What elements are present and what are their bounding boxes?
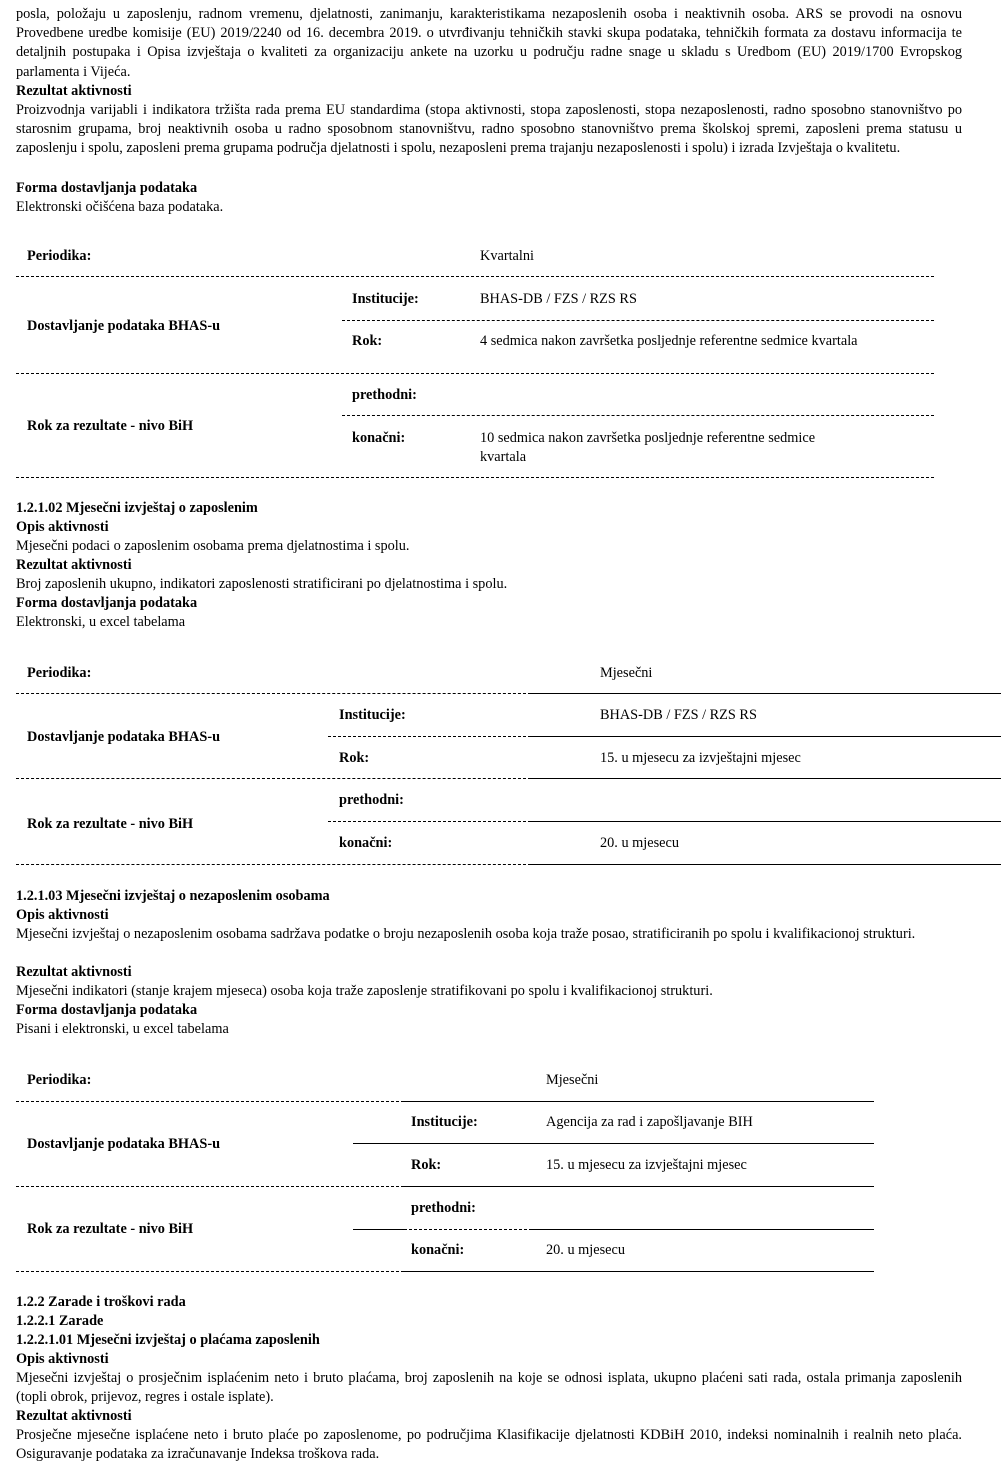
periodika-label: Periodika: — [27, 248, 92, 264]
opis-paragraph: Mjesečni izvještaj o prosječnim isplaćenim neto i bruto plaćama, broj zaposlenih na koje se odnosi isplata, ukupno plaćeni sati rada, ostala primanja zaposlenih (topli obrok, prijevoz, regres i ostale isplate). — [16, 1370, 962, 1406]
opis-heading: Opis aktivnosti — [16, 907, 109, 923]
periodika-label: Periodika: — [27, 1072, 92, 1088]
table-divider — [404, 1101, 874, 1102]
institucije-value: BHAS-DB / FZS / RZS RS — [600, 707, 757, 723]
prethodni-label: prethodni: — [339, 792, 404, 808]
result-heading: Rezultat aktivnosti — [16, 964, 132, 980]
section-title: 1.2.1.03 Mjesečni izvještaj o nezaposlenim osobama — [16, 888, 330, 904]
dostavljanje-label: Dostavljanje podataka BHAS-u — [27, 729, 221, 745]
table-divider — [404, 1271, 874, 1272]
institucije-label: Institucije: — [352, 291, 419, 307]
rok-rezultate-label: Rok za rezultate - nivo BiH — [27, 816, 194, 832]
subsection-title: 1.2.2.1 Zarade — [16, 1313, 104, 1329]
form-paragraph: Elektronski očišćena baza podataka. — [16, 199, 224, 215]
konacni-label: konačni: — [352, 430, 406, 446]
rok-rezultate-label: Rok za rezultate - nivo BiH — [27, 418, 194, 434]
periodika-value: Kvartalni — [480, 248, 534, 264]
table-divider — [342, 320, 934, 321]
table-divider — [531, 821, 1001, 822]
rok-label: Rok: — [352, 333, 383, 349]
institucije-value: BHAS-DB / FZS / RZS RS — [480, 291, 637, 307]
konacni-label: konačni: — [411, 1242, 465, 1258]
institucije-label: Institucije: — [411, 1114, 478, 1130]
table-divider — [328, 821, 531, 822]
table-divider — [531, 778, 1001, 779]
table-divider — [16, 276, 934, 277]
table-divider — [353, 1143, 874, 1144]
section-title: 1.2.1.02 Mjesečni izvještaj o zaposlenim — [16, 500, 258, 516]
konacni-value: 20. u mjesecu — [546, 1242, 626, 1258]
table-divider — [532, 1229, 874, 1230]
prethodni-label: prethodni: — [352, 387, 417, 403]
opis-heading: Opis aktivnosti — [16, 519, 109, 535]
item-title: 1.2.2.1.01 Mjesečni izvještaj o plaćama zaposlenih — [16, 1332, 320, 1348]
table-divider — [16, 1271, 404, 1272]
rok-label: Rok: — [339, 750, 370, 766]
table-divider — [16, 864, 531, 865]
form-heading: Forma dostavljanja podataka — [16, 595, 198, 611]
table-divider — [531, 693, 1001, 694]
prethodni-label: prethodni: — [411, 1200, 476, 1216]
dostavljanje-label: Dostavljanje podataka BHAS-u — [27, 1136, 221, 1152]
table-divider — [16, 1186, 404, 1187]
table-divider — [16, 477, 934, 478]
form-heading: Forma dostavljanja podataka — [16, 180, 198, 196]
table-divider — [16, 778, 531, 779]
table-divider — [16, 373, 934, 374]
result-paragraph: Proizvodnja varijabli i indikatora tržišta rada prema EU standardima (stopa aktivnosti, stopa zaposlenosti, stopa nezaposlenosti, radno sposobno stanovništvo po starosnim grupama, broj neaktivnih osoba u radno sposobnom stanovništvu, radno sposobno stanovništvo prema školskoj spremi, zaposleni prema statusu u zaposlenju i spolu, zaposleni prema grupama područja djelatnosti i spolu, nezaposleni prema trajanju nezaposlenosti i spolu) i izrada Izvještaja o kvalitetu. — [16, 102, 962, 157]
intro-paragraph: posla, položaju u zaposlenju, radnom vremenu, djelatnosti, zanimanju, karakteristikama nezaposlenih osoba i neaktivnih osoba. ARS se provodi na osnovu Provedbene uredbe komisije (EU) 2019/2240 od 16. decembra 2019. o utvrđivanju tehničkih stavki skupa podataka, tehničkih formata za dostavu informacija te detaljnih postupaka i Opisa izvještaja o kvaliteti za organizaciju ankete na uzorku u području radne snage u skladu s Uredbom (EU) 2019/1700 Evropskog parlamenta i Vijeća. — [16, 6, 962, 80]
table-divider — [404, 1186, 874, 1187]
result-paragraph: Mjesečni indikatori (stanje krajem mjeseca) osoba koja traže zaposlenje stratifikovani po spolu i kvalifikacionoj strukturi. — [16, 983, 713, 999]
table-divider — [16, 693, 531, 694]
result-paragraph: Prosječne mjesečne isplaćene neto i bruto plaće po zaposlenome, po područjima Klasifikacije djelatnosti KDBiH 2010, indeksi nominalnih i realnih neto plaća. Osiguravanje podataka za izračunavanje Indeksa troškova rada. — [16, 1427, 962, 1463]
periodika-value: Mjesečni — [600, 665, 653, 681]
result-paragraph: Broj zaposlenih ukupno, indikatori zaposlenosti stratificirani po djelatnostima i spolu. — [16, 576, 508, 592]
form-heading: Forma dostavljanja podataka — [16, 1002, 198, 1018]
institucije-label: Institucije: — [339, 707, 406, 723]
opis-paragraph: Mjesečni izvještaj o nezaposlenim osobama sadržava podatke o broju nezaposlenih osoba koja traže posao, stratificiranih po spolu i kvalifikacionoj strukturi. — [16, 926, 916, 942]
rok-value: 4 sedmica nakon završetka posljednje referentne sedmice kvartala — [480, 333, 858, 349]
periodika-label: Periodika: — [27, 665, 92, 681]
periodika-value: Mjesečni — [546, 1072, 599, 1088]
institucije-value: Agencija za rad i zapošljavanje BIH — [546, 1114, 753, 1130]
table-divider — [404, 1229, 532, 1230]
table-divider — [531, 736, 1001, 737]
table-divider — [328, 736, 531, 737]
result-heading: Rezultat aktivnosti — [16, 83, 132, 99]
konacni-label: konačni: — [339, 835, 393, 851]
table-divider — [342, 415, 934, 416]
form-paragraph: Elektronski, u excel tabelama — [16, 614, 186, 630]
result-heading: Rezultat aktivnosti — [16, 557, 132, 573]
opis-heading: Opis aktivnosti — [16, 1351, 109, 1367]
form-paragraph: Pisani i elektronski, u excel tabelama — [16, 1021, 229, 1037]
table-divider — [16, 1101, 404, 1102]
table-divider — [531, 864, 1001, 865]
dostavljanje-label: Dostavljanje podataka BHAS-u — [27, 318, 221, 334]
opis-paragraph: Mjesečni podaci o zaposlenim osobama prema djelatnostima i spolu. — [16, 538, 410, 554]
konacni-value: 20. u mjesecu — [600, 835, 680, 851]
table-divider — [353, 1229, 404, 1230]
rok-rezultate-label: Rok za rezultate - nivo BiH — [27, 1221, 194, 1237]
rok-value: 15. u mjesecu za izvještajni mjesec — [600, 750, 801, 766]
konacni-value-line1: 10 sedmica nakon završetka posljednje referentne sedmice — [480, 430, 816, 446]
konacni-value-line2: kvartala — [480, 449, 527, 465]
rok-value: 15. u mjesecu za izvještajni mjesec — [546, 1157, 747, 1173]
rok-label: Rok: — [411, 1157, 442, 1173]
result-heading: Rezultat aktivnosti — [16, 1408, 132, 1424]
section-title: 1.2.2 Zarade i troškovi rada — [16, 1294, 186, 1310]
